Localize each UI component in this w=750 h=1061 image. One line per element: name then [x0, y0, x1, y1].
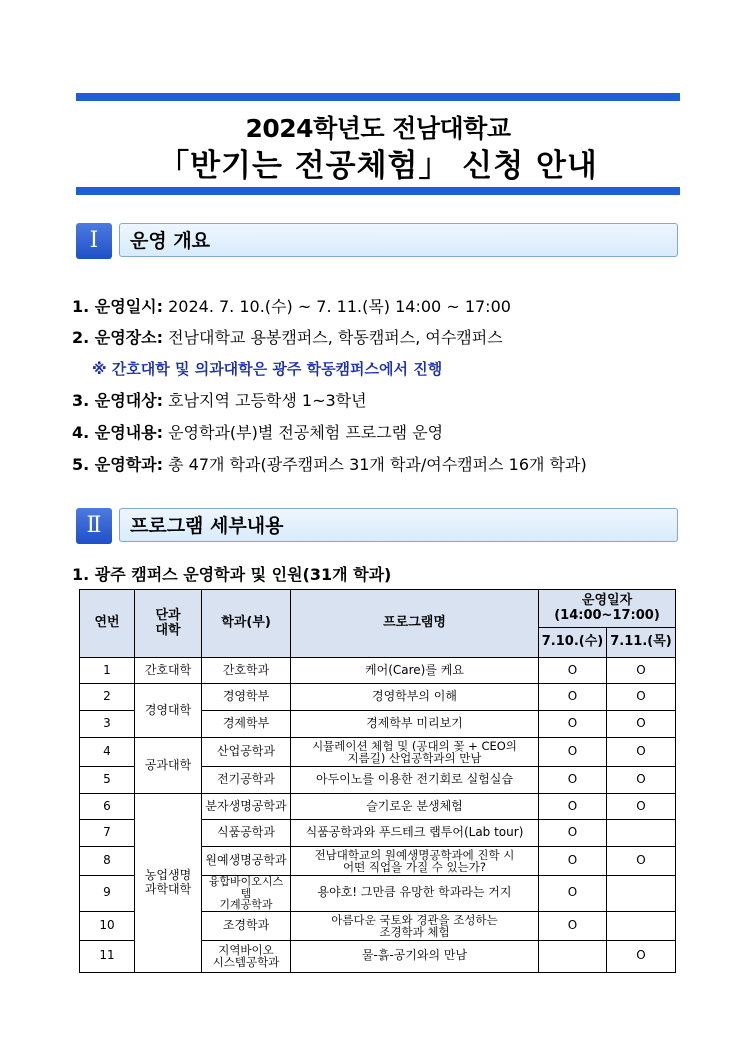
overview-item-4 — [72, 420, 443, 443]
program-cell: 시뮬레이션 체험 및 (공대의 꽃 + CEO의 지름길) 산업공학과의 만남 — [291, 738, 539, 767]
dept-cell: 식품공학과 — [202, 820, 291, 847]
overview-item-3-label: 3. 운영대상: — [72, 391, 164, 410]
row-no: 10 — [80, 911, 135, 940]
day1-mark: O — [539, 658, 607, 684]
section-1-number: Ⅰ — [76, 223, 112, 259]
day2-mark: O — [607, 767, 676, 794]
row-no: 1 — [80, 658, 135, 684]
college-cell: 경영대학 — [135, 684, 202, 738]
overview-item-4-label: 4. 운영내용: — [72, 423, 164, 442]
header-no: 연번 — [80, 590, 135, 658]
row-no: 4 — [80, 738, 135, 767]
section-2-header — [76, 508, 680, 544]
college-cell: 간호대학 — [135, 658, 202, 684]
header-program: 프로그램명 — [291, 590, 539, 658]
row-no: 3 — [80, 711, 135, 738]
overview-item-1 — [72, 294, 511, 317]
day1-mark — [539, 940, 607, 972]
dept-cell: 지역바이오 시스템공학과 — [202, 940, 291, 972]
dept-cell: 융합바이오시스템 기계공학과 — [202, 876, 291, 912]
dept-cell: 전기공학과 — [202, 767, 291, 794]
day1-mark: O — [539, 911, 607, 940]
day2-mark — [607, 820, 676, 847]
dept-cell: 경영학부 — [202, 684, 291, 711]
table-row — [80, 738, 676, 767]
title-line-1: 2024학년도 전남대학교 — [245, 114, 511, 143]
overview-item-2 — [72, 325, 503, 348]
dept-cell: 분자생명공학과 — [202, 794, 291, 820]
program-cell: 경영학부의 이해 — [291, 684, 539, 711]
day2-mark: O — [607, 684, 676, 711]
row-no: 6 — [80, 794, 135, 820]
section-1-title: 운영 개요 — [119, 223, 678, 257]
day1-mark: O — [539, 738, 607, 767]
program-cell: 경제학부 미리보기 — [291, 711, 539, 738]
section-1-header — [76, 223, 680, 259]
overview-item-2-label: 2. 운영장소: — [72, 328, 164, 347]
title-block — [76, 93, 680, 196]
day2-mark: O — [607, 794, 676, 820]
header-schedule: 운영일자 (14:00~17:00) — [539, 590, 676, 628]
day2-mark: O — [607, 940, 676, 972]
program-cell: 용야호! 그만큼 유망한 학과라는 거지 — [291, 876, 539, 912]
program-cell: 전남대학교의 원예생명공학과에 진학 시 어떤 직업을 가질 수 있는가? — [291, 847, 539, 876]
day1-mark: O — [539, 820, 607, 847]
title-line-2: 「반기는 전공체험」 신청 안내 — [158, 148, 598, 184]
header-day-2: 7.11.(목) — [607, 628, 676, 658]
row-no: 7 — [80, 820, 135, 847]
program-cell: 아두이노를 이용한 전기회로 실험실습 — [291, 767, 539, 794]
program-cell: 슬기로운 분생체험 — [291, 794, 539, 820]
dept-cell: 산업공학과 — [202, 738, 291, 767]
overview-item-5-label: 5. 운영학과: — [72, 455, 164, 474]
header-college: 단과 대학 — [135, 590, 202, 658]
program-cell: 식품공학과와 푸드테크 랩투어(Lab tour) — [291, 820, 539, 847]
program-cell: 물-흙-공기와의 만남 — [291, 940, 539, 972]
overview-note: ※ 간호대학 및 의과대학은 광주 학동캠퍼스에서 진행 — [92, 360, 443, 378]
table-row — [80, 794, 676, 820]
table-header-row — [80, 590, 676, 628]
dept-cell: 경제학부 — [202, 711, 291, 738]
row-no: 5 — [80, 767, 135, 794]
overview-item-1-value: 2024. 7. 10.(수) ~ 7. 11.(목) 14:00 ~ 17:00 — [163, 297, 511, 316]
dept-cell: 조경학과 — [202, 911, 291, 940]
program-cell: 케어(Care)를 케요 — [291, 658, 539, 684]
header-dept: 학과(부) — [202, 590, 291, 658]
row-no: 2 — [80, 684, 135, 711]
dept-cell: 간호학과 — [202, 658, 291, 684]
day1-mark: O — [539, 794, 607, 820]
header-day-1: 7.10.(수) — [539, 628, 607, 658]
row-no: 9 — [80, 876, 135, 912]
overview-item-5-value: 총 47개 학과(광주캠퍼스 31개 학과/여수캠퍼스 16개 학과) — [163, 455, 587, 474]
program-cell: 아름다운 국토와 경관을 조성하는 조경학과 체험 — [291, 911, 539, 940]
gwangju-subheading: 1. 광주 캠퍼스 운영학과 및 인원(31개 학과) — [72, 565, 392, 584]
day1-mark: O — [539, 684, 607, 711]
row-no: 11 — [80, 940, 135, 972]
day2-mark: O — [607, 658, 676, 684]
day1-mark: O — [539, 711, 607, 738]
day2-mark: O — [607, 847, 676, 876]
row-no: 8 — [80, 847, 135, 876]
day2-mark: O — [607, 711, 676, 738]
section-2-number: Ⅱ — [76, 508, 112, 544]
day1-mark: O — [539, 767, 607, 794]
table-row — [80, 658, 676, 684]
program-table — [79, 589, 676, 973]
overview-item-3-value: 호남지역 고등학생 1~3학년 — [163, 391, 367, 410]
title-top-bar — [76, 93, 680, 101]
day2-mark — [607, 876, 676, 912]
overview-item-5 — [72, 452, 587, 475]
overview-item-3 — [72, 388, 367, 411]
college-cell: 공과대학 — [135, 738, 202, 794]
overview-item-1-label: 1. 운영일시: — [72, 297, 164, 316]
college-cell: 농업생명 과학대학 — [135, 794, 202, 973]
table-row — [80, 684, 676, 711]
section-2-title: 프로그램 세부내용 — [119, 508, 678, 542]
overview-item-4-value: 운영학과(부)별 전공체험 프로그램 운영 — [163, 423, 444, 442]
day2-mark: O — [607, 738, 676, 767]
title-bottom-bar — [76, 187, 680, 195]
day1-mark: O — [539, 876, 607, 912]
overview-item-2-value: 전남대학교 용봉캠퍼스, 학동캠퍼스, 여수캠퍼스 — [163, 328, 503, 347]
day2-mark — [607, 911, 676, 940]
day1-mark: O — [539, 847, 607, 876]
dept-cell: 원예생명공학과 — [202, 847, 291, 876]
